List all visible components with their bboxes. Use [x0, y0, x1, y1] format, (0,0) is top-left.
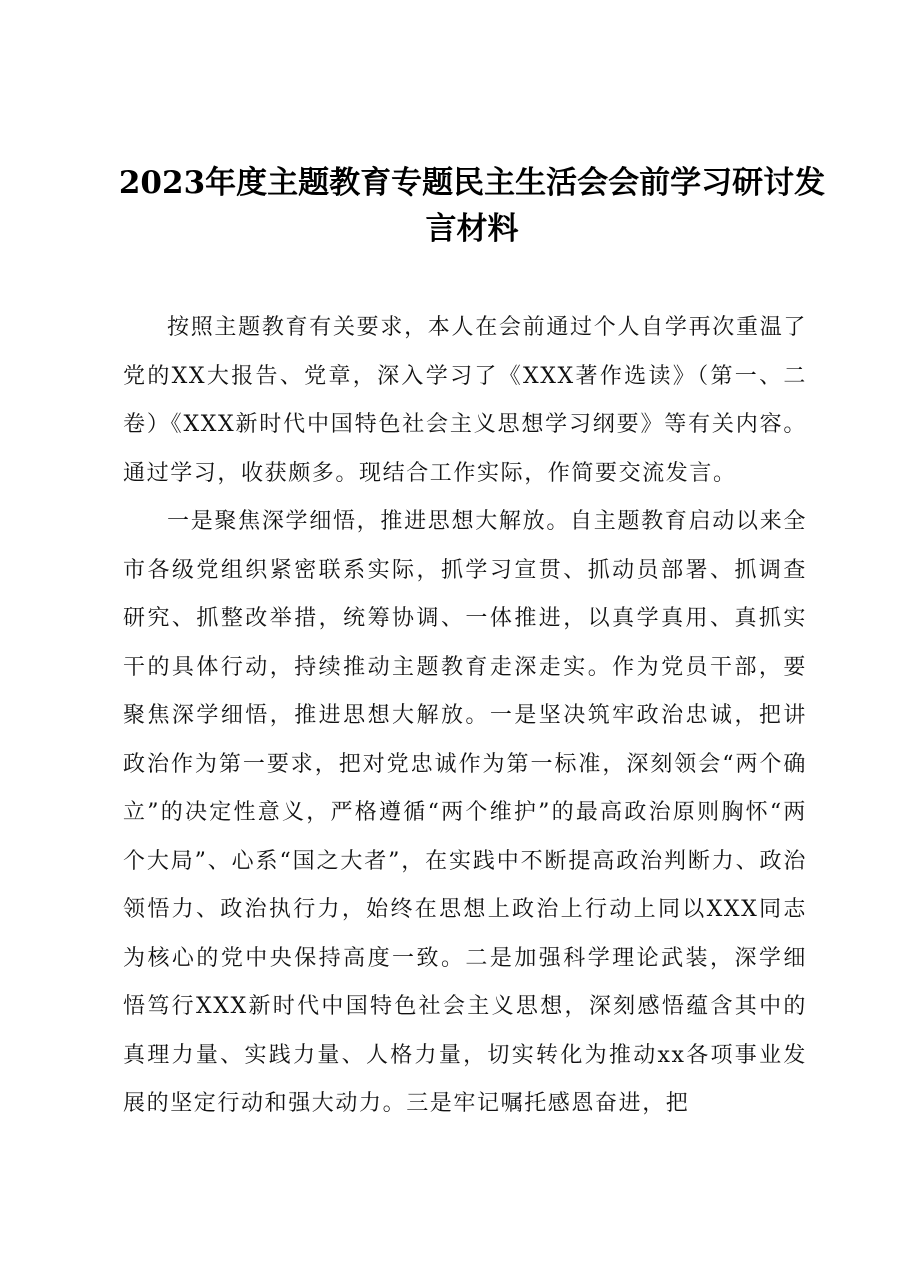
document-title: 2023年度主题教育专题民主生活会会前学习研讨发言材料	[118, 165, 826, 247]
document-body	[123, 304, 807, 1129]
paragraph-point-one: 一是聚焦深学细悟，推进思想大解放。自主题教育启动以来全市各级党组织紧密联系实际，抓学习宣贯、抓动员部署、抓调查研究、抓整改举措，统筹协调、一体推进，以真学真用、真抓实干的具体行动，持续推动主题教育走深走实。作为党员干部，要聚焦深学细悟，推进思想大解放。一是坚决筑牢政治忠诚，把讲政治作为第一要求，把对党忠诚作为第一标准，深刻领会“两个确立”的决定性意义，严格遵循“两个维护”的最高政治原则胸怀“两个大局”、心系“国之大者”，在实践中不断提高政治判断力、政治领悟力、政治执行力，始终在思想上政治上行动上同以XXX同志为核心的党中央保持高度一致。二是加强科学理论武装，深学细悟笃行XXX新时代中国特色社会主义思想，深刻感悟蕴含其中的真理力量、实践力量、人格力量，切实转化为推动xx各项事业发展的坚定行动和强大动力。三是牢记嘱托感恩奋进，把	[123, 509, 807, 1116]
paragraph-intro: 按照主题教育有关要求，本人在会前通过个人自学再次重温了党的XX大报告、党章，深入学习了《XXX著作选读》（第一、二卷）《XXX新时代中国特色社会主义思想学习纲要》等有关内容。通过学习，收获颇多。现结合工作实际，作简要交流发言。	[123, 315, 807, 486]
